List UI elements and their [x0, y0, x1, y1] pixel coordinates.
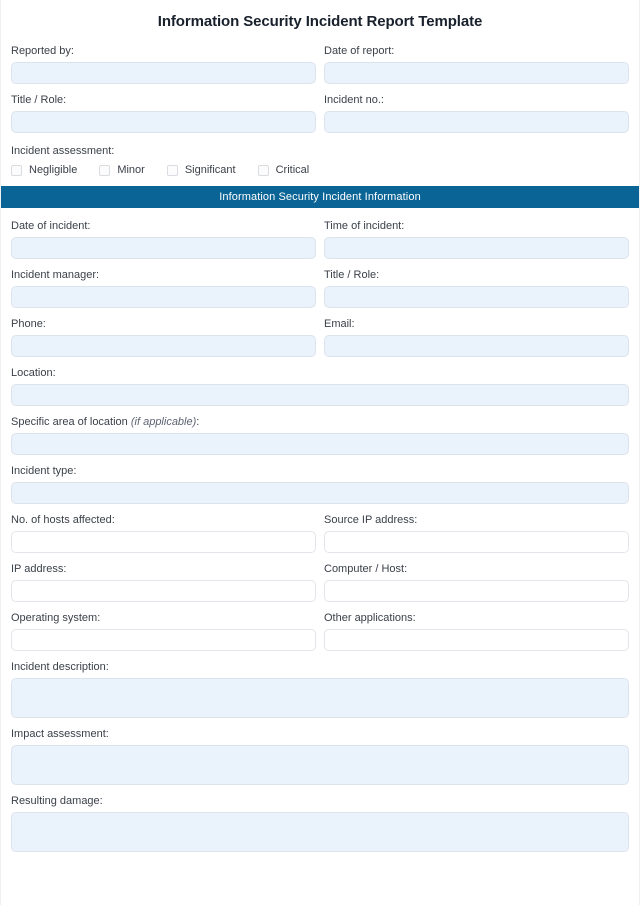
- page-title: Information Security Incident Report Template: [157, 13, 483, 30]
- checkbox-icon[interactable]: [11, 165, 22, 176]
- label-specific-area: [11, 415, 629, 429]
- assessment-option-critical[interactable]: [258, 164, 310, 176]
- source-ip-input[interactable]: [324, 531, 629, 553]
- title-incidentno-row: [11, 93, 629, 142]
- field-impact-assessment: [11, 727, 629, 785]
- label-time-of-incident: Time of incident:: [324, 220, 405, 232]
- label-source-ip: Source IP address:: [324, 514, 418, 526]
- label-other-applications: Other applications:: [324, 612, 416, 624]
- field-ip-address: [11, 562, 316, 602]
- specific-area-input[interactable]: [11, 433, 629, 455]
- field-operating-system: [11, 611, 316, 651]
- field-date-of-incident: [11, 219, 316, 259]
- section-banner: Information Security Incident Information: [1, 186, 639, 208]
- label-resulting-damage: Resulting damage:: [11, 795, 103, 807]
- label-date-of-incident: Date of incident:: [11, 220, 91, 232]
- label-incident-manager: Incident manager:: [11, 269, 100, 281]
- phone-input[interactable]: [11, 335, 316, 357]
- incident-type-row: [11, 464, 629, 513]
- field-title-role: [11, 93, 316, 133]
- os-apps-row: [11, 611, 629, 660]
- label-operating-system: Operating system:: [11, 612, 101, 624]
- hosts-sourceip-row: [11, 513, 629, 562]
- resulting-damage-textarea[interactable]: [11, 812, 629, 852]
- label-specific-area-tail: :: [196, 416, 200, 428]
- location-row: [11, 366, 629, 415]
- field-resulting-damage: [11, 794, 629, 852]
- form-body: [1, 44, 639, 176]
- assessment-option-negligible[interactable]: [11, 164, 77, 176]
- computer-host-input[interactable]: [324, 580, 629, 602]
- checkbox-icon[interactable]: [167, 165, 178, 176]
- label-hosts-affected: No. of hosts affected:: [11, 514, 115, 526]
- label-email: Email:: [324, 318, 355, 330]
- hosts-affected-input[interactable]: [11, 531, 316, 553]
- incident-description-row: [11, 660, 629, 727]
- incident-manager-row: [11, 268, 629, 317]
- field-location: [11, 366, 629, 406]
- label-incident-description: Incident description:: [11, 661, 109, 673]
- reported-by-input[interactable]: [11, 62, 316, 84]
- impact-assessment-row: [11, 727, 629, 794]
- field-incident-manager: [11, 268, 316, 308]
- assessment-option-significant[interactable]: [167, 164, 236, 176]
- checkbox-icon[interactable]: [258, 165, 269, 176]
- field-time-of-incident: [324, 219, 629, 259]
- label-location: Location:: [11, 367, 56, 379]
- reporter-row: [11, 44, 629, 93]
- operating-system-input[interactable]: [11, 629, 316, 651]
- label-impact-assessment: Impact assessment:: [11, 728, 109, 740]
- incident-datetime-row: [11, 219, 629, 268]
- field-other-applications: [324, 611, 629, 651]
- date-of-report-input[interactable]: [324, 62, 629, 84]
- field-date-of-report: [324, 44, 629, 84]
- assessment-option-label: Negligible: [29, 164, 78, 176]
- incident-no-input[interactable]: [324, 111, 629, 133]
- field-email: [324, 317, 629, 357]
- label-specific-area-main: Specific area of location: [11, 416, 131, 428]
- field-specific-area: [11, 415, 629, 455]
- checkbox-icon[interactable]: [99, 165, 110, 176]
- contact-row: [11, 317, 629, 366]
- field-incident-type: [11, 464, 629, 504]
- specific-area-row: [11, 415, 629, 464]
- label-computer-host: Computer / Host:: [324, 563, 408, 575]
- incident-type-input[interactable]: [11, 482, 629, 504]
- label-incident-no: Incident no.:: [324, 94, 384, 106]
- impact-assessment-textarea[interactable]: [11, 745, 629, 785]
- time-of-incident-input[interactable]: [324, 237, 629, 259]
- field-hosts-affected: [11, 513, 316, 553]
- title-role-input[interactable]: [11, 111, 316, 133]
- incident-description-textarea[interactable]: [11, 678, 629, 718]
- incident-assessment-group: [11, 144, 629, 176]
- location-input[interactable]: [11, 384, 629, 406]
- field-manager-title-role: [324, 268, 629, 308]
- form-body-lower: [1, 219, 639, 861]
- incident-manager-input[interactable]: [11, 286, 316, 308]
- resulting-damage-row: [11, 794, 629, 861]
- label-title-role: Title / Role:: [11, 94, 67, 106]
- other-applications-input[interactable]: [324, 629, 629, 651]
- field-computer-host: [324, 562, 629, 602]
- label-specific-area-hint: (if applicable): [130, 416, 197, 428]
- label-date-of-report: Date of report:: [324, 45, 395, 57]
- assessment-option-label: Minor: [117, 164, 145, 176]
- label-incident-assessment: Incident assessment:: [11, 145, 115, 157]
- label-phone: Phone:: [11, 318, 46, 330]
- field-incident-no: [324, 93, 629, 133]
- ip-host-row: [11, 562, 629, 611]
- field-phone: [11, 317, 316, 357]
- ip-address-input[interactable]: [11, 580, 316, 602]
- label-manager-title-role: Title / Role:: [324, 269, 380, 281]
- assessment-options: [11, 164, 629, 176]
- email-input[interactable]: [324, 335, 629, 357]
- assessment-option-label: Critical: [275, 164, 310, 176]
- field-source-ip: [324, 513, 629, 553]
- label-incident-type: Incident type:: [11, 465, 77, 477]
- field-incident-description: [11, 660, 629, 718]
- label-reported-by: Reported by:: [11, 45, 74, 57]
- assessment-option-minor[interactable]: [99, 164, 145, 176]
- label-ip-address: IP address:: [11, 563, 67, 575]
- date-of-incident-input[interactable]: [11, 237, 316, 259]
- field-reported-by: [11, 44, 316, 84]
- manager-title-role-input[interactable]: [324, 286, 629, 308]
- assessment-option-label: Significant: [184, 164, 236, 176]
